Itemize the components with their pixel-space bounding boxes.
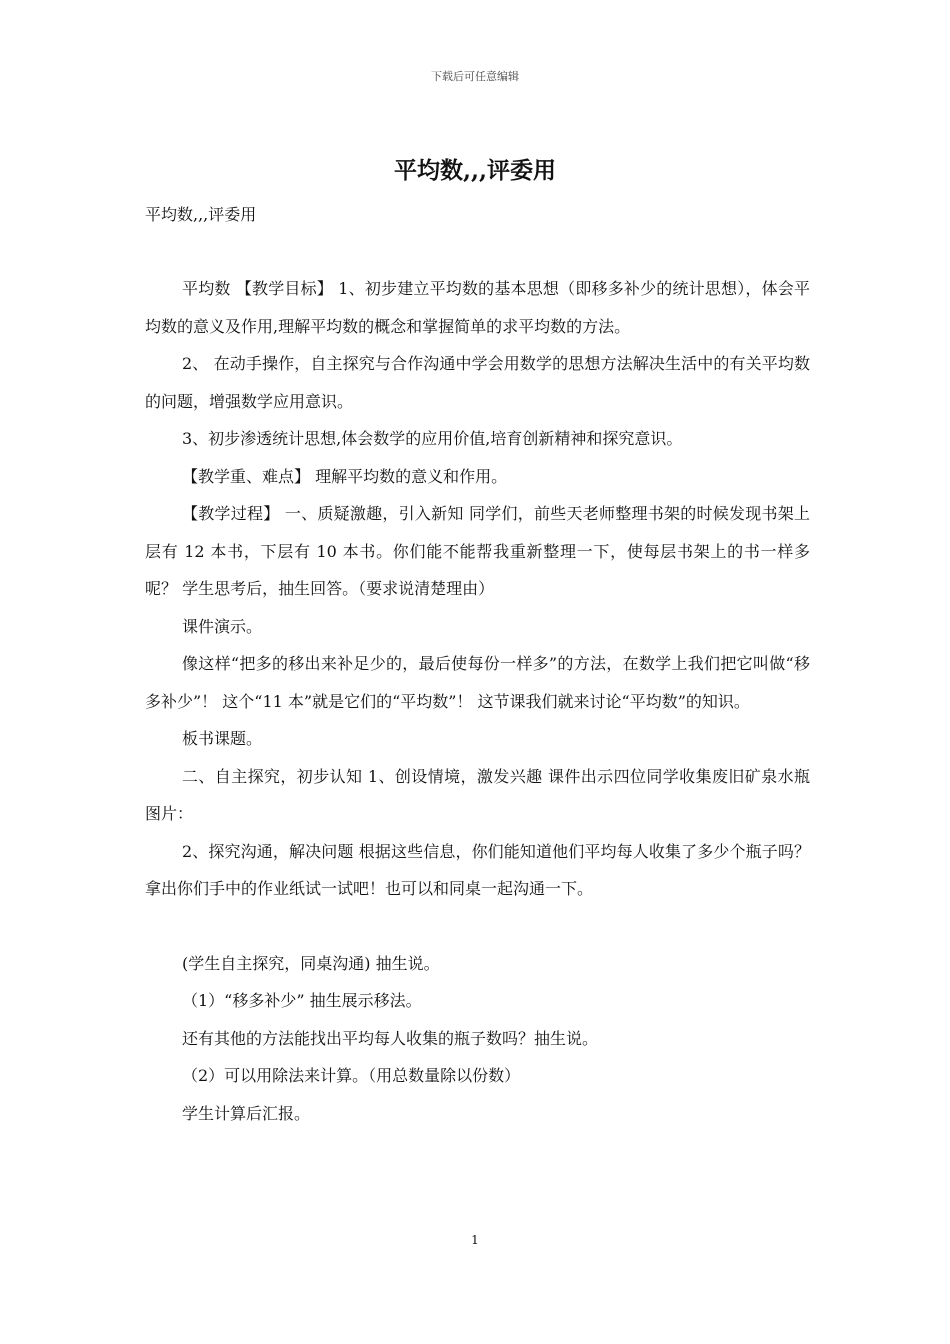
header-note: 下载后可任意编辑 xyxy=(431,70,519,83)
paragraph-key-points: 【教学重、难点】 理解平均数的意义和作用。 xyxy=(182,466,508,486)
paragraph-objectives-3: 3、初步渗透统计思想,体会数学的应用价值,培育创新精神和探究意识。 xyxy=(182,429,683,448)
paragraph-courseware-demo: 课件演示。 xyxy=(182,616,263,636)
document-title: 平均数,,,评委用 xyxy=(393,157,557,184)
paragraph-student-explore: (学生自主探究，同桌沟通) 抽生说。 xyxy=(182,953,440,973)
paragraph-method-2: （2）可以用除法来计算。（用总数量除以份数） xyxy=(182,1066,521,1085)
document-body xyxy=(145,270,810,1132)
paragraph-other-methods: 还有其他的方法能找出平均每人收集的瓶子数吗？抽生说。 xyxy=(182,1028,599,1048)
paragraph-process-intro: 【教学过程】 一、质疑激趣，引入新知 同学们，前些天老师整理书架的时候发现书架上层有 12 本书，下层有 10 本书。你们能不能帮我重新整理一下，使每层书架上的书一样多呢？ 学生思考后，抽生回答。（要求说清楚理由） xyxy=(145,504,810,598)
paragraph-objectives-1: 平均数 【教学目标】 1、初步建立平均数的基本思想（即移多补少的统计思想），体会平均数的意义及作用,理解平均数的概念和掌握简单的求平均数的方法。 xyxy=(145,279,810,336)
document-subtitle: 平均数,,,评委用 xyxy=(145,205,257,224)
paragraph-method-1: （1）“移多补少” 抽生展示移法。 xyxy=(182,991,422,1010)
paragraph-move-more-fill-less: 像这样“把多的移出来补足少的，最后使每份一样多”的方法，在数学上我们把它叫做“移多补少”！ 这个“11 本”就是它们的“平均数”！ 这节课我们就来讨论“平均数”的知识。 xyxy=(145,654,810,711)
paragraph-explore-intro: 二、自主探究，初步认知 1、创设情境，激发兴趣 课件出示四位同学收集废旧矿泉水瓶图片： xyxy=(145,766,810,823)
paragraph-report: 学生计算后汇报。 xyxy=(182,1103,311,1123)
paragraph-gap xyxy=(145,908,810,945)
page-number: 1 xyxy=(471,1233,479,1247)
paragraph-explore-solve: 2、探究沟通，解决问题 根据这些信息，你们能知道他们平均每人收集了多少个瓶子吗？拿出你们手中的作业纸试一试吧！也可以和同桌一起沟通一下。 xyxy=(145,841,810,898)
paragraph-objectives-2: 2、 在动手操作，自主探究与合作沟通中学会用数学的思想方法解决生活中的有关平均数的问题，增强数学应用意识。 xyxy=(145,354,810,411)
paragraph-board-title: 板书课题。 xyxy=(182,729,263,748)
